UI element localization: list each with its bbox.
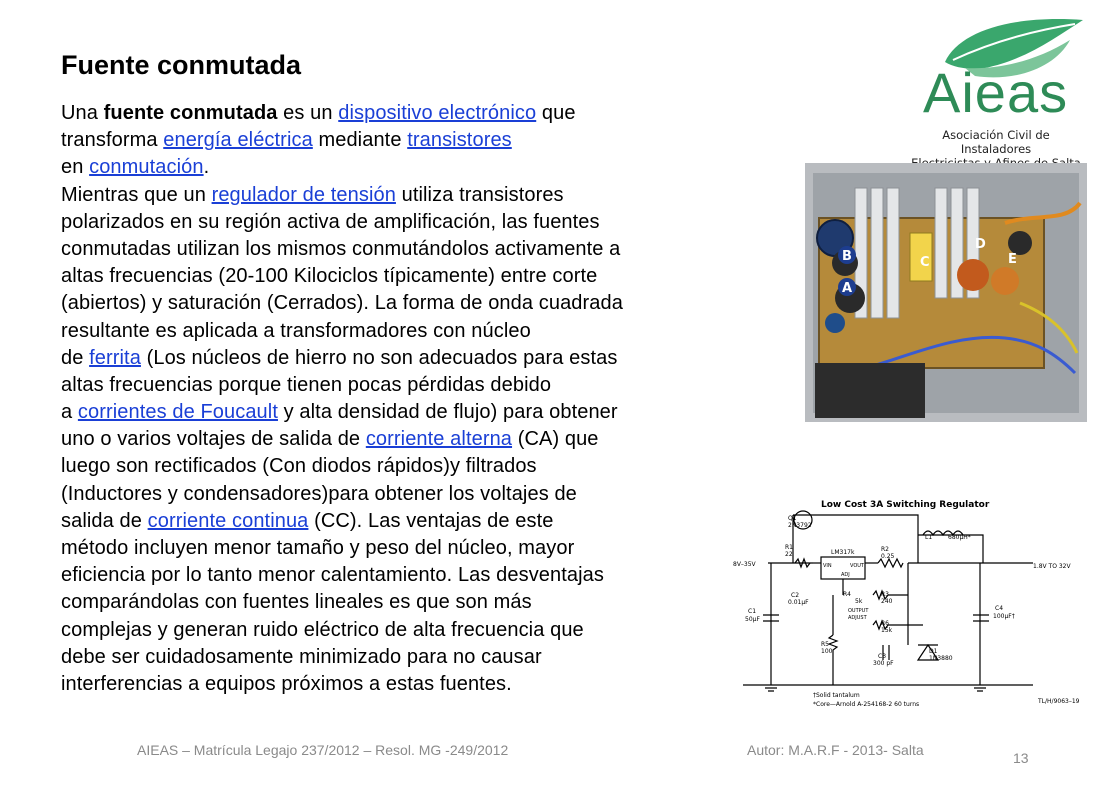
bold-term: fuente conmutada [103, 102, 278, 124]
c1-label: C1 [748, 608, 757, 615]
text-line: de ferrita (Los núcleos de hierro no son adecuados para estas [61, 346, 618, 369]
text-line: altas frecuencias porque tienen pocas pérdidas debido [61, 373, 552, 396]
r1-value: 22 [785, 551, 793, 558]
l1-value: 680µH* [948, 534, 971, 541]
adj-label: ADJ [841, 572, 850, 578]
r1-label: R1 [785, 544, 793, 551]
power-supply-photo [805, 163, 1087, 422]
text-line: interferencias a equipos próximos a estas fuentes. [61, 672, 512, 695]
photo-label-d: D [975, 237, 986, 252]
switching-regulator-schematic [733, 495, 1091, 717]
q1-label: Q1 [788, 515, 797, 522]
c2-label: C2 [791, 592, 800, 599]
c4-value: 100µF† [993, 613, 1015, 620]
r5-label: R5 [821, 641, 829, 648]
logo-subtitle: Asociación Civil de Instaladores [942, 128, 1050, 156]
footer-right-text: Autor: M.A.R.F - 2013- Salta [747, 742, 924, 758]
photo-label-e: E [1008, 252, 1017, 267]
text-line: (abiertos) y saturación (Cerrados). La forma de onda cuadrada [61, 292, 623, 315]
r6-label: R6 [881, 620, 889, 627]
d1-value: 1N3880 [929, 655, 953, 662]
text-line: uno o varios voltajes de salida de corriente alterna (CA) que [61, 428, 599, 451]
text-line: método incluyen menor tamaño y peso del núcleo, mayor [61, 537, 575, 559]
link-dispositivo-electronico[interactable]: dispositivo electrónico [338, 102, 537, 124]
ic-label: LM317k [831, 549, 855, 556]
q1-part-label: 2N3792 [788, 522, 812, 529]
text-line: (Inductores y condensadores)para obtener los voltajes de [61, 482, 577, 505]
text-line: a corrientes de Foucault y alta densidad de flujo) para obtener [61, 401, 618, 424]
r3-label: R3 [881, 591, 889, 598]
text-line: altas frecuencias (20-100 Kilociclos típicamente) entre corte [61, 265, 598, 288]
r5-value: 100 [821, 648, 833, 655]
r2-value: 0.25 [881, 553, 895, 560]
c4-label: C4 [995, 605, 1004, 612]
photo-label-c: C [920, 255, 930, 270]
link-ferrita[interactable]: ferrita [89, 346, 141, 369]
output-voltage-label: 1.8V TO 32V [1033, 563, 1071, 570]
r2-label: R2 [881, 546, 889, 553]
link-corriente-alterna[interactable]: corriente alterna [365, 428, 513, 451]
text-line: en conmutación. [61, 156, 210, 179]
text-line: comparándolas con fuentes lineales es que son más [61, 591, 532, 614]
schematic-title: Low Cost 3A Switching Regulator [821, 500, 990, 510]
c3-label: C3 [878, 653, 887, 660]
text-line: polarizados en su región activa de amplificación, las fuentes [61, 210, 600, 233]
link-corriente-continua[interactable]: corriente continua [147, 509, 309, 532]
photo-label-a: A [842, 281, 853, 296]
d1-label: D1 [929, 648, 938, 655]
slide-number: 13 [1013, 750, 1029, 766]
body-paragraph [61, 100, 733, 698]
link-regulador-de-tension[interactable]: regulador de tensión [211, 183, 396, 206]
text-line: transforma energía eléctrica mediante transistores [61, 129, 512, 152]
schematic-note-2: *Core—Arnold A-254168-2 60 turns [813, 701, 920, 708]
footer-left-text: AIEAS – Matrícula Legajo 237/2012 – Resol. MG -249/2012 [137, 742, 509, 758]
vin-label: VIN [823, 563, 832, 569]
vout-label: VOUT [850, 563, 864, 569]
output-adjust-label-2: ADJUST [848, 615, 867, 621]
link-corrientes-de-foucault[interactable]: corrientes de Foucault [77, 401, 278, 424]
link-energia-electrica[interactable]: energía eléctrica [163, 129, 313, 152]
r4-label: R4 [843, 591, 851, 598]
r6-value: 15k [881, 627, 893, 634]
c1-value: 50µF [745, 616, 760, 623]
text-line: conmutadas utilizan los mismos conmutándolos activamente a [61, 237, 621, 260]
output-adjust-label: OUTPUT [848, 608, 869, 614]
text-line: debe ser cuidadosamente minimizado para no causar [61, 645, 542, 668]
schematic-note-1: †Solid tantalum [813, 692, 860, 699]
schematic-ref: TL/H/9063–19 [1038, 698, 1080, 705]
c2-value: 0.01µF [788, 599, 809, 606]
r3-value: 240 [881, 598, 893, 605]
text-line: Una fuente conmutada es un dispositivo electrónico que [61, 102, 576, 124]
c3-value: 300 pF [873, 660, 894, 667]
text-line: Mientras que un regulador de tensión utiliza transistores [61, 183, 564, 206]
photo-label-b: B [842, 249, 852, 264]
l1-label: L1 [925, 534, 933, 541]
link-conmutacion[interactable]: conmutación [89, 156, 204, 179]
text-line: resultante es aplicada a transformadores con núcleo [61, 319, 531, 342]
r4-value: 5k [855, 598, 863, 605]
text-line: complejas y generan ruido eléctrico de alta frecuencia que [61, 618, 584, 641]
logo-wordmark: Aieas [923, 61, 1069, 124]
text-line: salida de corriente continua (CC). Las ventajas de este [61, 509, 554, 532]
text-line: luego son rectificados (Con diodos rápidos)y filtrados [61, 455, 537, 478]
link-transistores[interactable]: transistores [407, 129, 512, 152]
input-voltage-label: 8V–35V [733, 561, 756, 568]
slide-title: Fuente conmutada [61, 50, 302, 80]
text-line: eficiencia por lo tanto menor calentamiento. Las desventajas [61, 564, 604, 587]
